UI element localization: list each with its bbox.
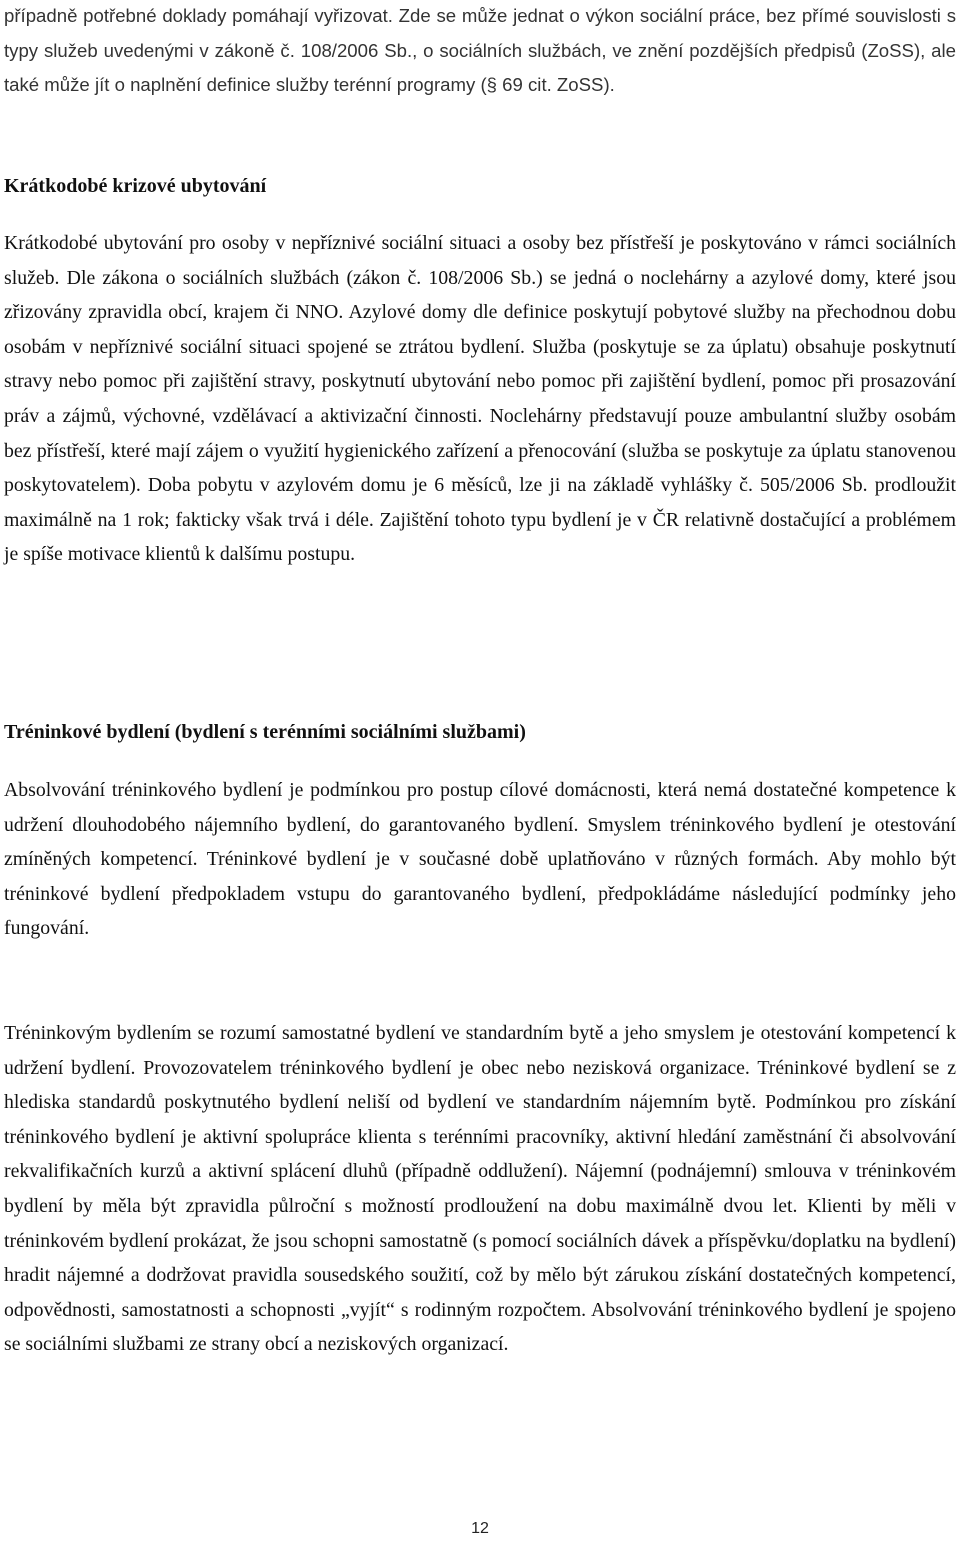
- crisis-accommodation-paragraph: Krátkodobé ubytování pro osoby v nepříznivé sociální situaci a osoby bez přístřeší je poskytováno v rámci sociálních služeb. Dle zákona o sociálních službách (zákon č. 108/2006 Sb.) se jedná o noclehárny a azylové domy, které jsou zřizovány zpravidla obcí, krajem či NNO. Azylové domy dle definice poskytují pobytové služby na přechodnou dobu osobám v nepříznivé sociální situaci spojené se ztrátou bydlení. Služba (poskytuje se za úplatu) obsahuje poskytnutí stravy nebo pomoc při zajištění stravy, poskytnutí ubytování nebo pomoc při zajištění bydlení, pomoc při prosazování práv a zájmů, výchovné, vzdělávací a aktivizační činnosti. Noclehárny představují pouze ambulantní služby osobám bez přístřeší, které mají zájem o využití hygienického zařízení a přenocování (služba se poskytuje za úplatu stanovenou poskytovatelem). Doba pobytu v azylovém domu je 6 měsíců, lze ji na základě vyhlášky č. 505/2006 Sb. prodloužit maximálně na 1 rok; fakticky však trvá i déle. Zajištění tohoto typu bydlení je v ČR relativně dostačující a problémem je spíše motivace klientů k dalšímu postupu.: [4, 232, 956, 566]
- page-number: 12: [471, 1520, 489, 1537]
- training-housing-paragraph-2: Tréninkovým bydlením se rozumí samostatné bydlení ve standardním bytě a jeho smyslem je otestování kompetencí k udržení bydlení. Provozovatelem tréninkového bydlení je obec nebo nezisková organizace. Tréninkové bydlení se z hlediska standardů poskytnutého bydlení neliší od bydlení ve standardním nájemním bytě. Podmínkou pro získání tréninkového bydlení je aktivní spolupráce klienta s terénními pracovníky, aktivní hledání zaměstnání či absolvování rekvalifikačních kurzů a aktivní splácení dluhů (případně oddlužení). Nájemní (podnájemní) smlouva v tréninkovém bydlení by měla být zpravidla půlroční s možností prodloužení na dobu maximálně dvou let. Klienti by měli v tréninkovém bydlení prokázat, že jsou schopni samostatně (s pomocí sociálních dávek a příspěvku/doplatku na bydlení) hradit nájemné a dodržovat pravidla sousedského soužití, což by mělo být zárukou získání dostatečných kompetencí, odpovědnosti, samostatnosti a schopnosti „vyjít“ s rodinným rozpočtem. Absolvování tréninkového bydlení je spojeno se sociálními službami ze strany obcí a neziskových organizací.: [4, 1022, 956, 1356]
- training-housing-paragraph-1: Absolvování tréninkového bydlení je podmínkou pro postup cílové domácnosti, která nemá dostatečné kompetence k udržení dlouhodobého nájemního bydlení, do garantovaného bydlení. Smyslem tréninkového bydlení je otestování zmíněných kompetencí. Tréninkové bydlení je v současné době uplatňováno v různých formách. Aby mohlo být tréninkové bydlení předpokladem vstupu do garantovaného bydlení, předpokládáme následující podmínky jeho fungování.: [4, 779, 956, 940]
- heading-training-housing: Tréninkové bydlení (bydlení s terénními sociálními službami): [4, 721, 526, 743]
- document-page: [4, 0, 956, 1543]
- intro-paragraph: případně potřebné doklady pomáhají vyřizovat. Zde se může jednat o výkon sociální práce, bez přímé souvislosti s typy služeb uvedenými v zákoně č. 108/2006 Sb., o sociálních službách, ve znění pozdějších předpisů (ZoSS), ale také může jít o naplnění definice služby terénní programy (§ 69 cit. ZoSS).: [4, 5, 956, 96]
- heading-crisis-accommodation: Krátkodobé krizové ubytování: [4, 175, 267, 197]
